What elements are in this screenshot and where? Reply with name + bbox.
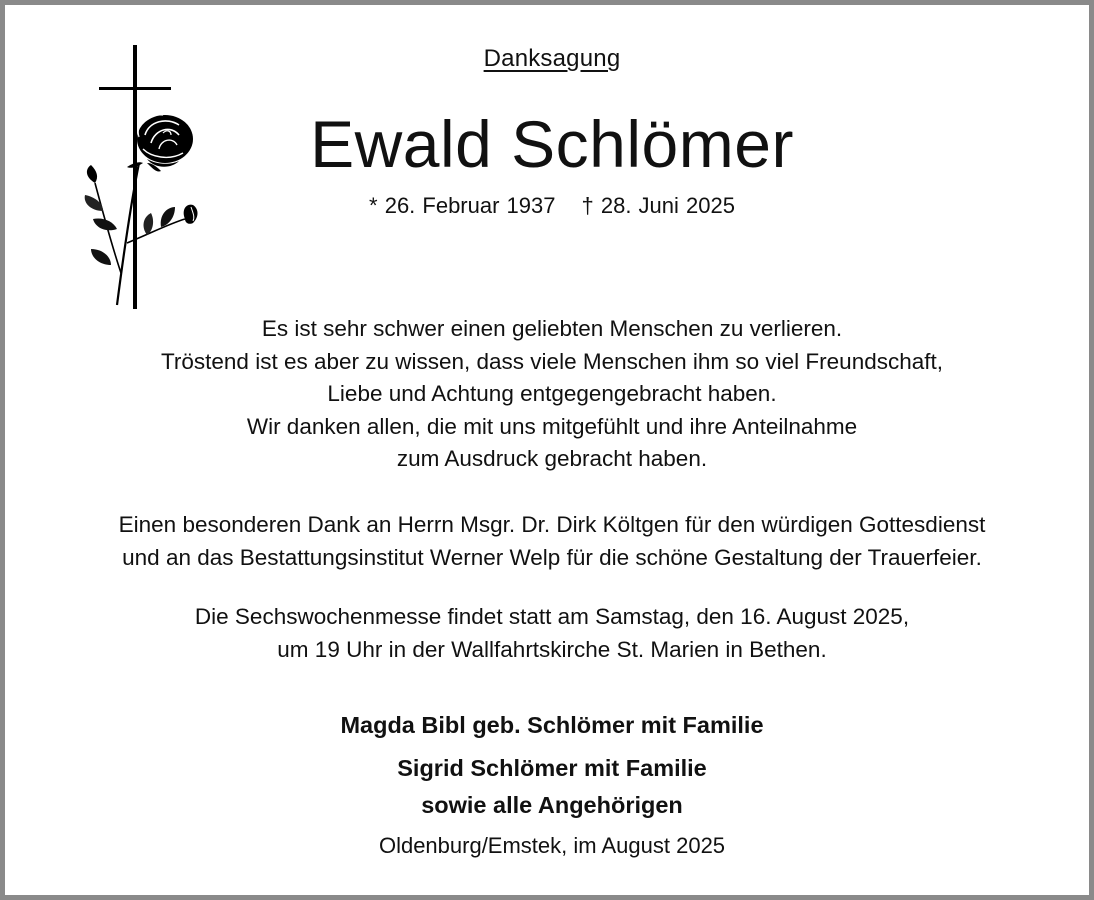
mourner-line: sowie alle Angehörigen <box>421 792 683 818</box>
paragraph-line: Einen besonderen Dank an Herrn Msgr. Dr. Dirk Költgen für den würdigen Gottesdienst <box>118 512 986 537</box>
paragraph-line: und an das Bestattungsinstitut Werner Welp für die schöne Gestaltung der Trauerfeier. <box>122 544 982 570</box>
paragraph-line: zum Ausdruck gebracht haben. <box>396 446 708 471</box>
memorial-mass-paragraph <box>5 601 1094 666</box>
notice-heading: Danksagung <box>483 45 621 72</box>
gratitude-paragraph <box>5 313 1094 476</box>
paragraph-line: Liebe und Achtung entgegengebracht haben. <box>327 381 777 406</box>
mourner-line: Sigrid Schlömer mit Familie <box>397 755 707 781</box>
paragraph-line: Es ist sehr schwer einen geliebten Menschen zu verlieren. <box>261 316 843 341</box>
mourners-signoff <box>5 703 1094 821</box>
life-dates <box>5 193 1094 219</box>
deceased-name: Ewald Schlömer <box>310 107 794 181</box>
mourner-line: Magda Bibl geb. Schlömer mit Familie <box>340 712 764 738</box>
special-thanks-paragraph <box>5 509 1094 574</box>
birth-date: * 26. Februar 1937 <box>369 193 556 218</box>
paragraph-line: um 19 Uhr in der Wallfahrtskirche St. Marien in Bethen. <box>277 636 827 662</box>
paragraph-line: Wir danken allen, die mit uns mitgefühlt und ihre Anteilnahme <box>246 413 858 439</box>
place-and-date: Oldenburg/Emstek, im August 2025 <box>378 833 726 858</box>
paragraph-line: Tröstend ist es aber zu wissen, dass viele Menschen ihm so viel Freundschaft, <box>160 348 944 374</box>
paragraph-line: Die Sechswochenmesse findet statt am Samstag, den 16. August 2025, <box>194 604 910 629</box>
death-date: † 28. Juni 2025 <box>581 193 735 218</box>
